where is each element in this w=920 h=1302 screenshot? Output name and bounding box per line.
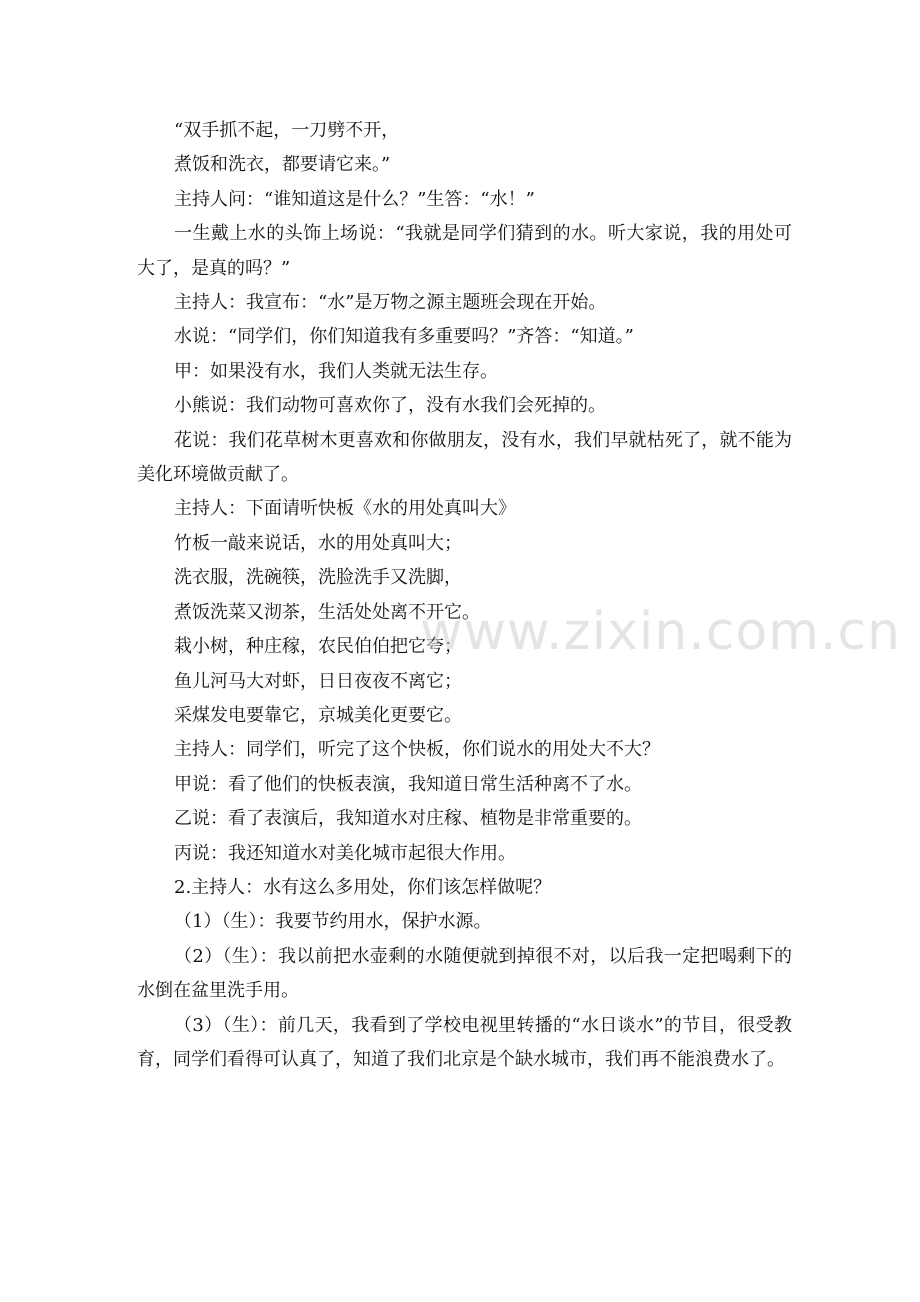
paragraph-water-entrance: 一生戴上水的头饰上场说：“我就是同学们猜到的水。听大家说，我的用处可大了，是真的吗？”: [137, 223, 792, 279]
paragraph-jia: 甲：如果没有水，我们人类就无法生存。: [174, 360, 498, 382]
paragraph-kuaiban-line-3: 煮饭洗菜又沏茶，生活处处离不开它。: [174, 601, 480, 623]
paragraph-bing-says: 丙说：我还知道水对美化城市起很大作用。: [174, 842, 516, 864]
paragraph-student-2: （2）（生）：我以前把水壶剩的水随便就到掉很不对，以后我一定把喝剩下的水倒在盆里洗手用。: [137, 945, 792, 1002]
paragraph-kuaiban-line-2: 洗衣服，洗碗筷，洗脸洗手又洗脚，: [174, 567, 462, 589]
paragraph-student-1: （1）（生）：我要节约用水，保护水源。: [174, 911, 492, 933]
paragraph-host-question: 主持人问：“谁知道这是什么？”生答：“水！”: [174, 188, 535, 210]
paragraph-riddle-line-1: “双手抓不起，一刀劈不开，: [174, 120, 400, 141]
paragraph-yi-says: 乙说：看了表演后，我知道水对庄稼、植物是非常重要的。: [174, 808, 642, 830]
paragraph-jia-says: 甲说：看了他们的快板表演，我知道日常生活种离不了水。: [174, 773, 642, 795]
paragraph-bear: 小熊说：我们动物可喜欢你了，没有水我们会死掉的。: [174, 395, 606, 417]
paragraph-host-kuaiban: 主持人：下面请听快板《水的用处真叫大》: [174, 498, 516, 520]
paragraph-riddle-line-2: 煮饭和洗衣，都要请它来。”: [174, 154, 391, 176]
paragraph-water-says: 水说：“同学们，你们知道我有多重要吗？”齐答：“知道。”: [174, 326, 634, 348]
paragraph-student-3: （3）（生）：前几天，我看到了学校电视里转播的“水日谈水”的节目，很受教育，同学们看得可认真了，知道了我们北京是个缺水城市，我们再不能浪费水了。: [137, 1014, 792, 1070]
paragraph-host-announcement: 主持人：我宣布：“水”是万物之源主题班会现在开始。: [174, 292, 607, 314]
paragraph-kuaiban-line-6: 采煤发电要靠它，京城美化更要它。: [174, 704, 462, 726]
paragraph-flower: 花说：我们花草树木更喜欢和你做朋友，没有水，我们早就枯死了，就不能为美化环境做贡献了。: [137, 429, 792, 486]
paragraph-kuaiban-line-5: 鱼儿河马大对虾，日日夜夜不离它；: [174, 670, 462, 692]
watermark: www.zixin.com.cn: [420, 602, 901, 662]
document-body: [137, 114, 792, 1077]
paragraph-host-ask: 主持人：同学们，听完了这个快板，你们说水的用处大不大？: [174, 739, 660, 761]
paragraph-section-2: 2.主持人：水有这么多用处，你们该怎样做呢？: [174, 876, 552, 898]
paragraph-kuaiban-line-1: 竹板一敲来说话，水的用处真叫大；: [174, 532, 462, 554]
paragraph-kuaiban-line-4: 栽小树，种庄稼，农民伯伯把它夸；: [174, 636, 462, 658]
